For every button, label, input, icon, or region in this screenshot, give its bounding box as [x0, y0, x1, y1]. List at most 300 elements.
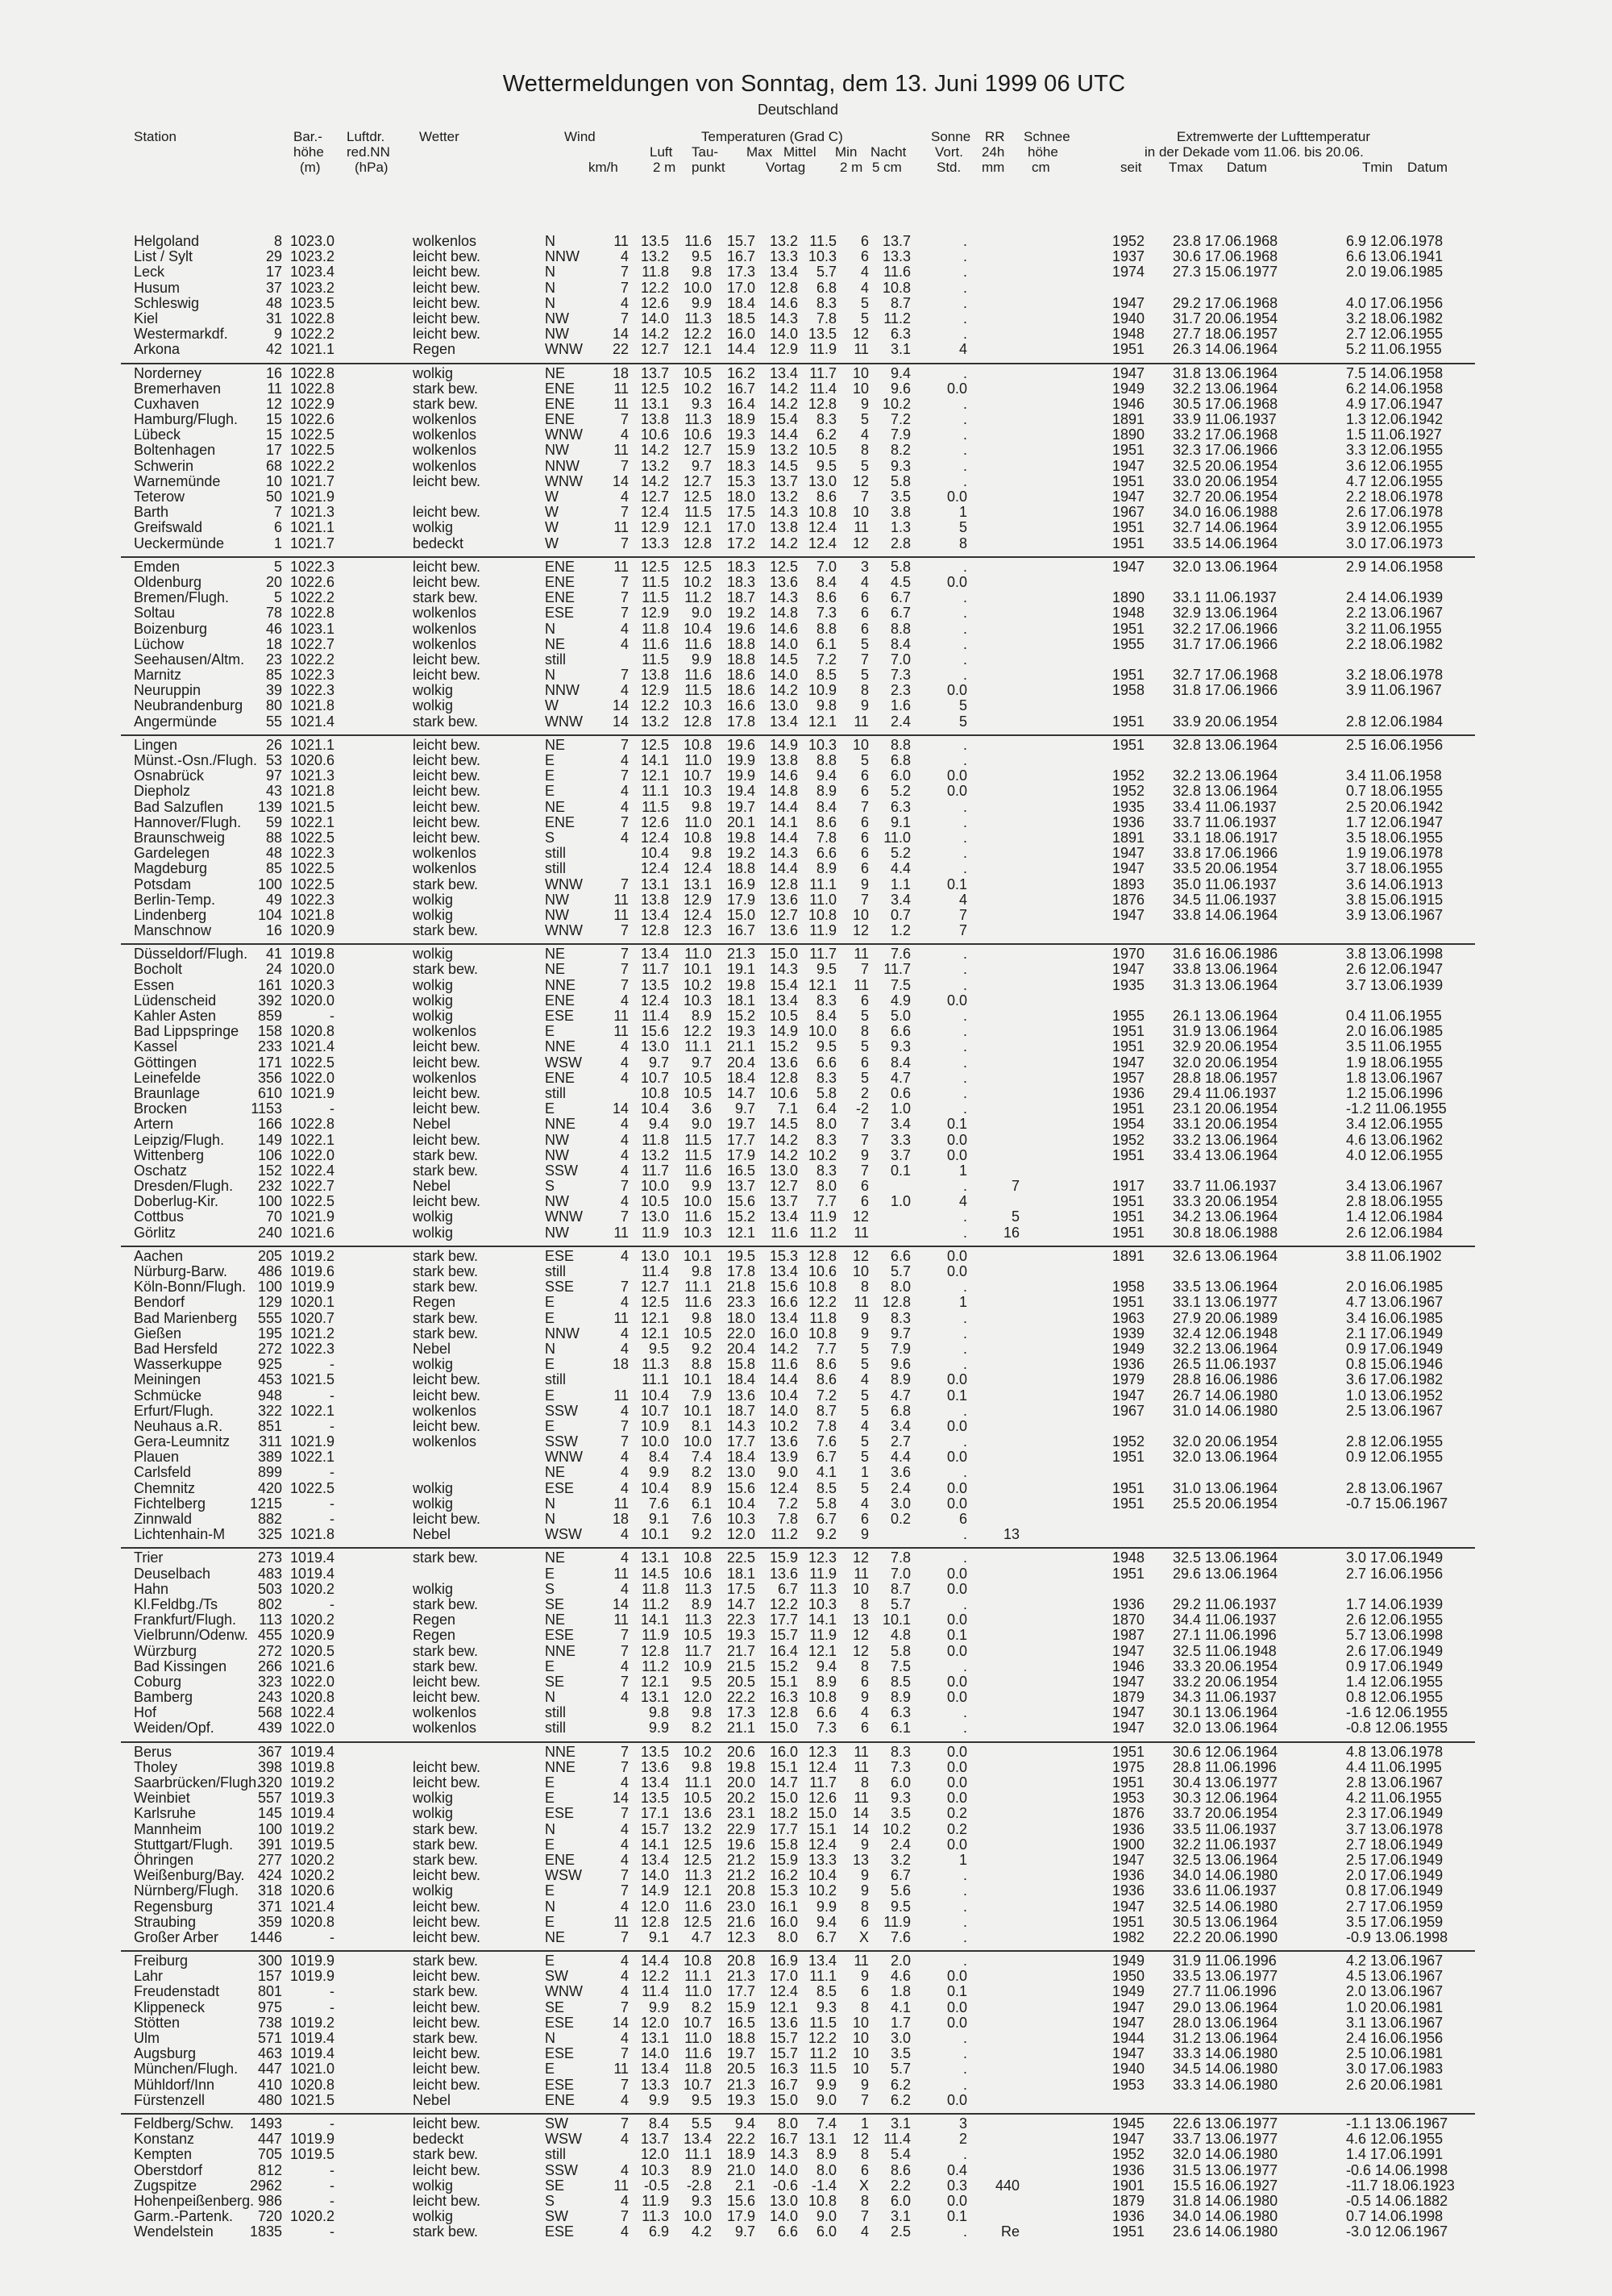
night-min-temp: 7: [860, 798, 869, 815]
night-min-temp: 6: [860, 1193, 869, 1210]
precipitation: .: [962, 1069, 967, 1086]
wind-direction: WNW: [545, 426, 583, 443]
wind-direction: still: [545, 651, 566, 668]
pressure: -: [330, 1387, 334, 1404]
dew-point: 10.1: [683, 961, 712, 978]
min-temp: 6.0: [816, 2223, 837, 2240]
pressure: 1019.9: [289, 1968, 334, 1985]
record-min: 7.5 14.06.1958: [1346, 364, 1444, 381]
station-name: Kassel: [134, 1038, 178, 1055]
mean-temp: 13.4: [769, 1309, 798, 1326]
barometer-height: 486: [257, 1263, 282, 1279]
night-min-temp: 12: [852, 1549, 869, 1566]
snow-depth: 13: [1003, 1526, 1020, 1543]
precipitation: 0.0: [946, 1146, 967, 1163]
dew-point: 9.9: [691, 294, 712, 311]
wind-speed: 4: [620, 1851, 629, 1868]
night-min-temp: 9: [860, 1968, 869, 1985]
min-temp: 10.2: [808, 1882, 837, 1899]
mean-temp: 14.3: [769, 310, 798, 327]
wind-direction: NNW: [545, 682, 580, 699]
night-min-temp: 4: [860, 426, 869, 443]
record-max: 29.6 13.06.1964: [1173, 1565, 1278, 1582]
pressure: 1022.0: [289, 1069, 334, 1086]
precipitation: .: [962, 1928, 967, 1945]
pressure: 1019.9: [289, 2131, 334, 2148]
sunshine: 9.3: [890, 1790, 911, 1807]
weather: stark bew.: [413, 1549, 479, 1566]
mean-temp: 16.0: [769, 1913, 798, 1930]
max-temp: 19.7: [726, 798, 755, 815]
air-temp: 10.7: [640, 1069, 669, 1086]
weather: Nebel: [413, 1340, 451, 1357]
barometer-height: 232: [257, 1178, 282, 1195]
table-row: [121, 1496, 1475, 1512]
table-row: [121, 1279, 1475, 1295]
mean-temp: 16.6: [769, 1294, 798, 1311]
station-name: Wittenberg: [134, 1146, 205, 1163]
air-temp: 13.1: [640, 876, 669, 892]
pressure: 1022.9: [289, 395, 334, 412]
sunshine: 13.3: [882, 248, 911, 265]
record-max: 26.7 14.06.1980: [1173, 1387, 1278, 1404]
sunshine: 8.4: [890, 1054, 911, 1071]
wind-direction: E: [545, 1309, 555, 1326]
pressure: 1022.1: [289, 1131, 334, 1148]
max-temp: 17.5: [726, 1580, 755, 1597]
min-temp: 8.8: [816, 752, 837, 768]
barometer-height: 70: [265, 1208, 282, 1225]
record-max: 27.1 11.06.1996: [1173, 1627, 1277, 1644]
dew-point: 11.3: [684, 310, 712, 327]
record-min: 2.5 17.06.1949: [1346, 1851, 1444, 1868]
header-vortag: Vortag: [766, 160, 806, 175]
record-since: 1940: [1112, 2061, 1145, 2078]
precipitation: .: [962, 1356, 967, 1373]
station-name: München/Flugh.: [134, 2061, 239, 2078]
weather: wolkig: [413, 697, 454, 714]
wind-direction: NE: [545, 1549, 566, 1566]
night-min-temp: 12: [852, 1642, 869, 1659]
night-min-temp: 10: [852, 2061, 869, 2078]
station-group: [121, 2113, 1475, 2240]
table-row: [121, 877, 1475, 892]
dew-point: 12.5: [683, 489, 712, 505]
table-row: [121, 459, 1475, 474]
station-name: Magdeburg: [134, 860, 208, 877]
sunshine: 3.1: [890, 341, 911, 358]
wind-direction: N: [545, 264, 555, 281]
wind-direction: SSW: [545, 2161, 579, 2178]
mean-temp: 10.6: [769, 1084, 798, 1101]
min-temp: 5.7: [816, 264, 837, 281]
air-temp: 10.5: [640, 1193, 669, 1210]
record-since: 1946: [1112, 1658, 1145, 1674]
record-max: 29.4 11.06.1937: [1173, 1084, 1277, 1101]
pressure: 1022.8: [289, 364, 334, 381]
min-temp: 8.3: [816, 1131, 837, 1148]
wind-speed: 4: [620, 2131, 629, 2148]
station-name: Saarbrücken/Flugh.: [134, 1774, 261, 1791]
page-title: Wettermeldungen von Sonntag, dem 13. Juni 1999 06 UTC: [502, 71, 1126, 97]
mean-temp: 18.2: [769, 1805, 798, 1822]
air-temp: 13.8: [640, 891, 669, 908]
dew-point: 10.0: [683, 1433, 712, 1450]
mean-temp: 16.3: [769, 1689, 798, 1706]
air-temp: 14.5: [640, 1565, 669, 1582]
barometer-height: 43: [265, 783, 282, 800]
station-name: Großer Arber: [134, 1928, 219, 1945]
barometer-height: 158: [257, 1023, 282, 1040]
wind-speed: 7: [620, 667, 629, 684]
wind-direction: WSW: [545, 2131, 582, 2148]
record-since: 1958: [1112, 1279, 1145, 1296]
wind-speed: 7: [620, 946, 629, 963]
wind-direction: E: [545, 1100, 555, 1117]
precipitation: 0.1: [946, 2208, 967, 2225]
mean-temp: 14.5: [769, 1116, 798, 1133]
min-temp: 10.8: [808, 504, 837, 521]
record-max: 31.2 13.06.1964: [1173, 2030, 1278, 2046]
record-min: 6.6 13.06.1941: [1346, 248, 1444, 265]
min-temp: 11.4: [809, 380, 837, 397]
weather: Nebel: [413, 1178, 451, 1195]
air-temp: 13.2: [640, 713, 669, 730]
wind-direction: WSW: [545, 1526, 582, 1543]
sunshine: 1.8: [890, 1983, 911, 2000]
table-row: [121, 2015, 1475, 2031]
sunshine: 6.3: [890, 798, 911, 815]
dew-point: 11.3: [684, 1867, 712, 1884]
wind-speed: 7: [620, 961, 629, 978]
weather: wolkig: [413, 906, 454, 923]
barometer-height: 610: [257, 1084, 282, 1101]
record-min: 2.0 17.06.1949: [1346, 1867, 1444, 1884]
dew-point: 8.2: [691, 1464, 712, 1481]
pressure: 1019.2: [289, 1820, 334, 1837]
station-name: Norderney: [134, 364, 202, 381]
record-max: 33.8 17.06.1966: [1173, 845, 1278, 862]
precipitation: .: [962, 1054, 967, 1071]
dew-point: 11.6: [684, 1208, 712, 1225]
header-rr: RR: [985, 129, 1005, 144]
station-name: Vielbrunn/Odenw.: [134, 1627, 248, 1644]
air-temp: 13.2: [640, 1146, 669, 1163]
sunshine: 0.2: [890, 1511, 911, 1527]
min-temp: 8.0: [816, 1116, 837, 1133]
air-temp: 14.0: [640, 1867, 669, 1884]
barometer-height: 42: [265, 341, 282, 358]
record-since: 1936: [1112, 1595, 1145, 1612]
air-temp: 12.7: [640, 489, 669, 505]
station-group: [121, 1741, 1475, 1945]
wind-direction: N: [545, 1340, 555, 1357]
barometer-height: 1446: [249, 1928, 282, 1945]
station-name: Nürnberg/Flugh.: [134, 1882, 239, 1899]
precipitation: .: [962, 635, 967, 652]
header-tmin-datum: Datum: [1407, 160, 1448, 175]
wind-speed: 14: [612, 713, 629, 730]
station-name: Gera-Leumnitz: [134, 1433, 231, 1450]
dew-point: 10.2: [683, 380, 712, 397]
barometer-height: 1493: [249, 2115, 282, 2132]
record-max: 32.5 13.06.1964: [1173, 1549, 1278, 1566]
max-temp: 18.6: [726, 682, 755, 699]
record-since: 1944: [1112, 2030, 1145, 2046]
pressure: 1022.2: [289, 326, 334, 343]
table-row: [121, 1883, 1475, 1899]
pressure: 1021.8: [289, 697, 334, 714]
station-name: Karlsruhe: [134, 1805, 197, 1822]
min-temp: 11.9: [809, 1208, 837, 1225]
wind-direction: NNE: [545, 976, 576, 993]
record-since: 1951: [1112, 1743, 1145, 1760]
table-row: [121, 342, 1475, 357]
max-temp: 21.3: [726, 2076, 755, 2093]
mean-temp: 16.1: [769, 1898, 798, 1915]
station-name: Lindenberg: [134, 906, 207, 923]
night-min-temp: 4: [860, 1417, 869, 1434]
sunshine: 2.5: [890, 2223, 911, 2240]
precipitation: .: [962, 651, 967, 668]
air-temp: 15.7: [640, 1820, 669, 1837]
sunshine: 8.3: [890, 1309, 911, 1326]
precipitation: .: [962, 558, 967, 575]
record-since: 1936: [1112, 1820, 1145, 1837]
table-row: [121, 1419, 1475, 1434]
min-temp: 11.5: [809, 2014, 837, 2031]
record-min: 5.2 11.06.1955: [1346, 341, 1442, 358]
wind-speed: 7: [620, 457, 629, 474]
dew-point: 11.8: [684, 2061, 712, 2078]
sunshine: 3.2: [890, 1851, 911, 1868]
station-name: Leck: [134, 264, 165, 281]
record-since: 1951: [1112, 713, 1145, 730]
precipitation: 0.0: [946, 1836, 967, 1853]
min-temp: 8.3: [816, 1069, 837, 1086]
pressure: 1020.6: [289, 1882, 334, 1899]
record-since: 1952: [1112, 2146, 1145, 2163]
night-min-temp: 9: [860, 1146, 869, 1163]
max-temp: 18.8: [726, 2030, 755, 2046]
pressure: -: [330, 1464, 334, 1481]
record-since: 1949: [1112, 1953, 1145, 1969]
barometer-height: 152: [257, 1162, 282, 1179]
table-row: [121, 559, 1475, 575]
night-min-temp: 8: [860, 2146, 869, 2163]
station-name: Zinnwald: [134, 1511, 193, 1527]
record-max: 32.2 13.06.1964: [1173, 767, 1278, 784]
weather: stark bew.: [413, 395, 479, 412]
barometer-height: 53: [265, 752, 282, 768]
pressure: 1020.8: [289, 1689, 334, 1706]
table-row: [121, 327, 1475, 342]
pressure: 1019.4: [289, 1565, 334, 1582]
wind-speed: 7: [620, 736, 629, 753]
barometer-height: 149: [257, 1131, 282, 1148]
max-temp: 17.0: [726, 519, 755, 536]
wind-speed: 7: [620, 976, 629, 993]
record-since: 1936: [1112, 2161, 1145, 2178]
min-temp: 10.6: [808, 1263, 837, 1279]
record-max: 32.7 14.06.1964: [1173, 519, 1278, 536]
dew-point: 11.0: [684, 1983, 712, 2000]
wind-direction: SE: [545, 1673, 565, 1690]
weather: wolkenlos: [413, 605, 477, 622]
station-name: Doberlug-Kir.: [134, 1193, 219, 1210]
min-temp: 9.5: [816, 961, 837, 978]
max-temp: 17.7: [726, 1131, 755, 1148]
barometer-height: 738: [257, 2014, 282, 2031]
barometer-height: 557: [257, 1790, 282, 1807]
pressure: 1022.1: [289, 1402, 334, 1419]
mean-temp: 6.7: [777, 1580, 798, 1597]
min-temp: 8.9: [816, 1673, 837, 1690]
header-bar-2: höhe: [293, 144, 324, 160]
table-row: [121, 2209, 1475, 2224]
pressure: -: [330, 1417, 334, 1434]
station-name: Mannheim: [134, 1820, 202, 1837]
table-row: [121, 753, 1475, 768]
record-min: 2.2 18.06.1982: [1346, 635, 1444, 652]
night-min-temp: 5: [860, 635, 869, 652]
weather: leicht bew.: [413, 829, 481, 846]
max-temp: 19.9: [726, 752, 755, 768]
record-max: 31.7 17.06.1966: [1173, 635, 1278, 652]
table-row: [121, 1745, 1475, 1760]
precipitation: 0.0: [946, 2014, 967, 2031]
barometer-height: 455: [257, 1627, 282, 1644]
dew-point: 5.5: [691, 2115, 712, 2132]
dew-point: 8.2: [691, 1720, 712, 1737]
mean-temp: 14.4: [769, 829, 798, 846]
weather: stark bew.: [413, 1836, 479, 1853]
wind-speed: 4: [620, 1449, 629, 1466]
night-min-temp: 8: [860, 1999, 869, 2015]
mean-temp: 15.2: [769, 1038, 798, 1055]
air-temp: 14.0: [640, 310, 669, 327]
record-min: 3.1 13.06.1967: [1346, 2014, 1444, 2031]
min-temp: 7.7: [816, 1193, 837, 1210]
record-since: 1967: [1112, 1402, 1145, 1419]
pressure: 1021.9: [289, 1084, 334, 1101]
weather: leicht bew.: [413, 326, 481, 343]
barometer-height: 398: [257, 1758, 282, 1775]
table-row: [121, 923, 1475, 938]
weather: wolkig: [413, 992, 454, 1009]
table-row: [121, 1612, 1475, 1628]
dew-point: 9.5: [691, 2091, 712, 2108]
dew-point: 11.3: [684, 411, 712, 428]
air-temp: 13.2: [640, 457, 669, 474]
air-temp: 12.7: [640, 1279, 669, 1296]
pressure: 1021.2: [289, 1325, 334, 1341]
record-min: 1.5 11.06.1927: [1346, 426, 1442, 443]
mean-temp: 13.6: [769, 1054, 798, 1071]
sunshine: 4.6: [890, 1968, 911, 1985]
dew-point: 10.5: [683, 1790, 712, 1807]
barometer-height: 5: [273, 589, 282, 606]
record-since: 1951: [1112, 1100, 1145, 1117]
mean-temp: 15.6: [769, 1279, 798, 1296]
weather: stark bew.: [413, 1247, 479, 1264]
sunshine: 7.5: [890, 1658, 911, 1674]
station-name: Würzburg: [134, 1642, 197, 1659]
weather: leicht bew.: [413, 1131, 481, 1148]
max-temp: 23.1: [726, 1805, 755, 1822]
dew-point: 12.2: [683, 1023, 712, 1040]
record-max: 32.2 17.06.1966: [1173, 620, 1278, 637]
record-min: 2.5 20.06.1942: [1346, 798, 1444, 815]
weather: wolkenlos: [413, 1069, 477, 1086]
record-max: 33.4 13.06.1964: [1173, 1146, 1278, 1163]
precipitation: 0.0: [946, 682, 967, 699]
table-row: [121, 1720, 1475, 1736]
table-row: [121, 412, 1475, 427]
air-temp: 10.4: [640, 1100, 669, 1117]
max-temp: 15.0: [726, 906, 755, 923]
barometer-height: 503: [257, 1580, 282, 1597]
wind-speed: 11: [613, 442, 629, 459]
max-temp: 18.0: [726, 1309, 755, 1326]
table-row: [121, 575, 1475, 590]
record-min: 4.5 13.06.1967: [1346, 1968, 1444, 1985]
air-temp: 13.7: [640, 2131, 669, 2148]
dew-point: 9.0: [691, 605, 712, 622]
station-name: Hohenpeißenberg.: [134, 2192, 255, 2209]
sunshine: 5.8: [890, 558, 911, 575]
precipitation: .: [962, 1402, 967, 1419]
dew-point: 9.3: [691, 395, 712, 412]
min-temp: 9.2: [816, 1526, 837, 1543]
wind-speed: 7: [620, 1999, 629, 2015]
min-temp: 10.5: [808, 442, 837, 459]
table-row: [121, 1930, 1475, 1945]
dew-point: 11.6: [684, 635, 712, 652]
dew-point: 8.9: [691, 1479, 712, 1496]
record-since: 1947: [1112, 1673, 1145, 1690]
night-min-temp: 4: [860, 1704, 869, 1721]
record-max: 30.6 12.06.1964: [1173, 1743, 1278, 1760]
wind-direction: N: [545, 294, 555, 311]
record-max: 32.8 13.06.1964: [1173, 783, 1278, 800]
sunshine: 2.3: [890, 682, 911, 699]
pressure: 1022.1: [289, 1449, 334, 1466]
wind-direction: WNW: [545, 1983, 583, 2000]
precipitation: 7: [958, 906, 967, 923]
record-min: -1.1 13.06.1967: [1346, 2115, 1448, 2132]
wind-speed: 4: [620, 248, 629, 265]
table-row: [121, 249, 1475, 264]
record-since: 1951: [1112, 519, 1145, 536]
max-temp: 15.7: [726, 233, 755, 249]
record-min: 3.7 13.06.1978: [1346, 1820, 1444, 1837]
max-temp: 17.7: [726, 1433, 755, 1450]
barometer-height: 18: [265, 635, 282, 652]
min-temp: 6.7: [816, 1511, 837, 1527]
night-min-temp: 7: [860, 2091, 869, 2108]
night-min-temp: 5: [860, 411, 869, 428]
station-group: [121, 943, 1475, 1241]
mean-temp: 13.6: [769, 573, 798, 590]
sunshine: 7.9: [890, 1340, 911, 1357]
record-max: 31.8 17.06.1966: [1173, 682, 1278, 699]
night-min-temp: 6: [860, 860, 869, 877]
pressure: 1022.5: [289, 442, 334, 459]
record-min: 1.4 12.06.1955: [1346, 1673, 1444, 1690]
pressure: 1021.3: [289, 767, 334, 784]
precipitation: .: [962, 1178, 967, 1195]
